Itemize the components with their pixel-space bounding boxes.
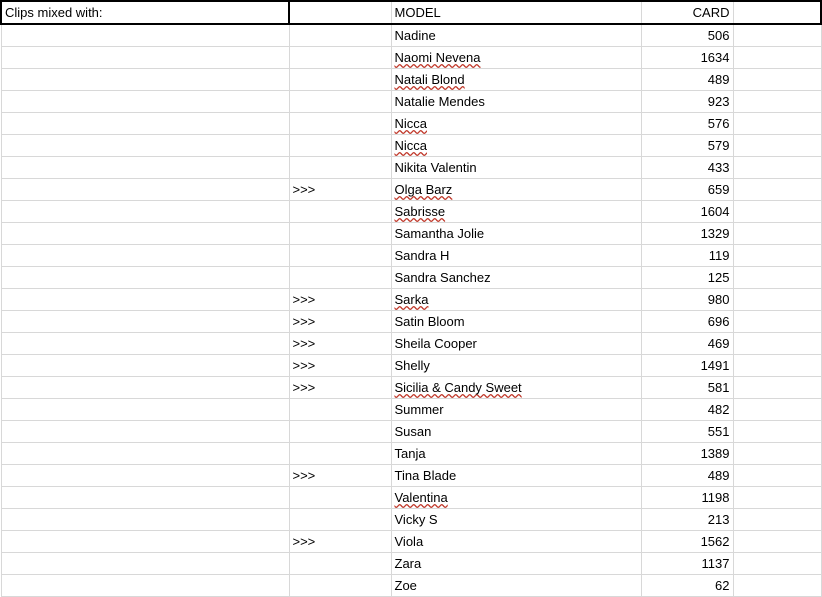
cell-marker[interactable]: >>>	[289, 377, 391, 399]
model-name-text: Nicca	[394, 138, 428, 153]
cell-card-count[interactable]: 551	[641, 421, 733, 443]
table-body	[1, 1, 821, 597]
cell-clips-mixed-with[interactable]	[1, 355, 289, 377]
table-row[interactable]	[1, 399, 821, 421]
table-row[interactable]	[1, 421, 821, 443]
model-name-text: Satin Bloom	[394, 314, 465, 329]
cell-empty[interactable]	[733, 377, 821, 399]
cell-clips-mixed-with[interactable]	[1, 311, 289, 333]
cell-model-name[interactable]	[391, 333, 641, 355]
cell-model-name[interactable]	[391, 201, 641, 223]
model-name-text: Viola	[394, 534, 424, 549]
cell-marker[interactable]	[289, 443, 391, 465]
table-row[interactable]	[1, 333, 821, 355]
cell-clips-mixed-with[interactable]	[1, 135, 289, 157]
cell-card-count[interactable]: 489	[641, 69, 733, 91]
cell-clips-mixed-with[interactable]	[1, 47, 289, 69]
table-row[interactable]	[1, 69, 821, 91]
model-name-text: Sandra H	[394, 248, 450, 263]
cell-model-name[interactable]	[391, 135, 641, 157]
cell-marker[interactable]: >>>	[289, 465, 391, 487]
cell-marker[interactable]	[289, 245, 391, 267]
table-row[interactable]	[1, 465, 821, 487]
cell-card-count[interactable]: 1329	[641, 223, 733, 245]
cell-model-name[interactable]	[391, 355, 641, 377]
cell-marker[interactable]	[289, 135, 391, 157]
model-name-text: Sheila Cooper	[394, 336, 477, 351]
cell-clips-mixed-with[interactable]	[1, 245, 289, 267]
cell-model-name[interactable]	[391, 69, 641, 91]
cell-marker[interactable]	[289, 24, 391, 47]
cell-marker[interactable]: >>>	[289, 333, 391, 355]
cell-empty[interactable]	[733, 289, 821, 311]
cell-marker[interactable]	[289, 509, 391, 531]
cell-clips-mixed-with[interactable]	[1, 465, 289, 487]
cell-model-name[interactable]	[391, 223, 641, 245]
cell-model-name[interactable]	[391, 487, 641, 509]
cell-clips-mixed-with[interactable]	[1, 553, 289, 575]
model-name-text: Samantha Jolie	[394, 226, 485, 241]
table-row[interactable]	[1, 377, 821, 399]
model-name-text: Natali Blond	[394, 72, 465, 87]
table-row[interactable]	[1, 553, 821, 575]
table-row[interactable]	[1, 113, 821, 135]
cell-empty[interactable]	[733, 69, 821, 91]
table-row[interactable]	[1, 311, 821, 333]
cell-model-name[interactable]	[391, 289, 641, 311]
cell-card-count[interactable]: 1198	[641, 487, 733, 509]
cell-card-count[interactable]: 506	[641, 24, 733, 47]
cell-empty[interactable]	[733, 553, 821, 575]
table-row[interactable]	[1, 91, 821, 113]
cell-model-name[interactable]	[391, 531, 641, 553]
model-name-text: Sabrisse	[394, 204, 446, 219]
model-name-text: Sarka	[394, 292, 429, 307]
cell-marker[interactable]	[289, 487, 391, 509]
cell-empty[interactable]	[733, 223, 821, 245]
cell-card-count[interactable]: 482	[641, 399, 733, 421]
cell-empty[interactable]	[733, 531, 821, 553]
model-name-text: Sicilia & Candy Sweet	[394, 380, 522, 395]
cell-marker[interactable]	[289, 113, 391, 135]
cell-card-count[interactable]: 62	[641, 575, 733, 597]
cell-marker[interactable]: >>>	[289, 179, 391, 201]
cell-clips-mixed-with[interactable]	[1, 421, 289, 443]
cell-empty[interactable]	[733, 399, 821, 421]
header-cell-card[interactable]: CARD	[641, 1, 733, 24]
table-row[interactable]	[1, 487, 821, 509]
cell-empty[interactable]	[733, 113, 821, 135]
header-cell-model[interactable]: MODEL	[391, 1, 641, 24]
cell-model-name[interactable]	[391, 267, 641, 289]
cell-clips-mixed-with[interactable]	[1, 443, 289, 465]
cell-empty[interactable]	[733, 201, 821, 223]
cell-card-count[interactable]: 696	[641, 311, 733, 333]
cell-card-count[interactable]: 489	[641, 465, 733, 487]
cell-marker[interactable]	[289, 47, 391, 69]
table-row[interactable]	[1, 245, 821, 267]
cell-clips-mixed-with[interactable]	[1, 201, 289, 223]
table-row[interactable]	[1, 47, 821, 69]
cell-clips-mixed-with[interactable]	[1, 377, 289, 399]
cell-marker[interactable]	[289, 267, 391, 289]
model-name-text: Tina Blade	[394, 468, 457, 483]
cell-clips-mixed-with[interactable]	[1, 157, 289, 179]
cell-model-name[interactable]	[391, 47, 641, 69]
table-row[interactable]	[1, 267, 821, 289]
cell-clips-mixed-with[interactable]	[1, 91, 289, 113]
cell-clips-mixed-with[interactable]	[1, 24, 289, 47]
cell-card-count[interactable]: 579	[641, 135, 733, 157]
model-name-text: Natalie Mendes	[394, 94, 485, 109]
cell-marker[interactable]	[289, 399, 391, 421]
cell-card-count[interactable]: 119	[641, 245, 733, 267]
table-header-row	[1, 1, 821, 24]
cell-marker[interactable]	[289, 421, 391, 443]
model-name-text: Valentina	[394, 490, 448, 505]
model-name-text: Nadine	[394, 28, 436, 43]
cell-marker[interactable]: >>>	[289, 531, 391, 553]
cell-model-name[interactable]	[391, 179, 641, 201]
cell-model-name[interactable]	[391, 575, 641, 597]
model-name-text: Tanja	[394, 446, 426, 461]
cell-model-name[interactable]	[391, 421, 641, 443]
cell-card-count[interactable]: 1604	[641, 201, 733, 223]
cell-model-name[interactable]	[391, 245, 641, 267]
cell-empty[interactable]	[733, 575, 821, 597]
table-row[interactable]	[1, 157, 821, 179]
cell-card-count[interactable]: 125	[641, 267, 733, 289]
cell-card-count[interactable]: 581	[641, 377, 733, 399]
cell-model-name[interactable]	[391, 377, 641, 399]
model-name-text: Susan	[394, 424, 432, 439]
cell-empty[interactable]	[733, 245, 821, 267]
cell-clips-mixed-with[interactable]	[1, 69, 289, 91]
cell-empty[interactable]	[733, 421, 821, 443]
model-name-text: Vicky S	[394, 512, 438, 527]
cell-empty[interactable]	[733, 311, 821, 333]
table-row[interactable]	[1, 355, 821, 377]
cell-marker[interactable]	[289, 157, 391, 179]
cell-empty[interactable]	[733, 47, 821, 69]
cell-card-count[interactable]: 433	[641, 157, 733, 179]
model-name-text: Naomi Nevena	[394, 50, 481, 65]
header-cell-empty[interactable]	[733, 1, 821, 24]
cell-marker[interactable]	[289, 201, 391, 223]
cell-clips-mixed-with[interactable]	[1, 487, 289, 509]
model-name-text: Nikita Valentin	[394, 160, 477, 175]
cell-clips-mixed-with[interactable]	[1, 289, 289, 311]
cell-marker[interactable]	[289, 575, 391, 597]
cell-card-count[interactable]: 1562	[641, 531, 733, 553]
cell-empty[interactable]	[733, 465, 821, 487]
cell-clips-mixed-with[interactable]	[1, 399, 289, 421]
cell-card-count[interactable]: 1491	[641, 355, 733, 377]
cell-model-name[interactable]	[391, 157, 641, 179]
model-name-text: Nicca	[394, 116, 428, 131]
cell-model-name[interactable]	[391, 24, 641, 47]
cell-card-count[interactable]: 980	[641, 289, 733, 311]
table-row[interactable]	[1, 575, 821, 597]
cell-model-name[interactable]	[391, 311, 641, 333]
table-row[interactable]	[1, 24, 821, 47]
cell-empty[interactable]	[733, 509, 821, 531]
model-name-text: Zoe	[394, 578, 417, 593]
model-name-text: Zara	[394, 556, 422, 571]
cell-model-name[interactable]	[391, 553, 641, 575]
cell-clips-mixed-with[interactable]	[1, 531, 289, 553]
table-row[interactable]	[1, 201, 821, 223]
cell-clips-mixed-with[interactable]	[1, 509, 289, 531]
model-name-text: Summer	[394, 402, 444, 417]
cell-empty[interactable]	[733, 267, 821, 289]
cell-card-count[interactable]: 1634	[641, 47, 733, 69]
cell-clips-mixed-with[interactable]	[1, 223, 289, 245]
cell-empty[interactable]	[733, 333, 821, 355]
header-cell-clips-mixed-with[interactable]: Clips mixed with:	[1, 1, 289, 24]
cell-marker[interactable]: >>>	[289, 289, 391, 311]
cell-marker[interactable]	[289, 91, 391, 113]
cell-clips-mixed-with[interactable]	[1, 575, 289, 597]
cell-card-count[interactable]: 576	[641, 113, 733, 135]
cell-empty[interactable]	[733, 91, 821, 113]
cell-card-count[interactable]: 469	[641, 333, 733, 355]
cell-marker[interactable]	[289, 69, 391, 91]
cell-clips-mixed-with[interactable]	[1, 333, 289, 355]
cell-model-name[interactable]	[391, 113, 641, 135]
table-row[interactable]	[1, 135, 821, 157]
model-name-text: Sandra Sanchez	[394, 270, 491, 285]
table-row[interactable]	[1, 289, 821, 311]
table-row[interactable]	[1, 531, 821, 553]
cell-model-name[interactable]	[391, 443, 641, 465]
cell-model-name[interactable]	[391, 91, 641, 113]
cell-card-count[interactable]: 923	[641, 91, 733, 113]
table-row[interactable]	[1, 223, 821, 245]
cell-empty[interactable]	[733, 157, 821, 179]
cell-empty[interactable]	[733, 487, 821, 509]
cell-card-count[interactable]: 1137	[641, 553, 733, 575]
cell-clips-mixed-with[interactable]	[1, 267, 289, 289]
cell-marker[interactable]	[289, 553, 391, 575]
cell-clips-mixed-with[interactable]	[1, 179, 289, 201]
model-name-text: Olga Barz	[394, 182, 453, 197]
cell-empty[interactable]	[733, 179, 821, 201]
cell-empty[interactable]	[733, 443, 821, 465]
model-name-text: Shelly	[394, 358, 430, 373]
cell-marker[interactable]	[289, 223, 391, 245]
cell-model-name[interactable]	[391, 509, 641, 531]
cell-marker[interactable]: >>>	[289, 311, 391, 333]
cell-model-name[interactable]	[391, 399, 641, 421]
cell-card-count[interactable]: 1389	[641, 443, 733, 465]
table-row[interactable]	[1, 443, 821, 465]
cell-empty[interactable]	[733, 135, 821, 157]
cell-clips-mixed-with[interactable]	[1, 113, 289, 135]
cell-marker[interactable]: >>>	[289, 355, 391, 377]
cell-model-name[interactable]	[391, 465, 641, 487]
cell-card-count[interactable]: 659	[641, 179, 733, 201]
cell-empty[interactable]	[733, 355, 821, 377]
table-row[interactable]	[1, 509, 821, 531]
header-cell-marker[interactable]	[289, 1, 391, 24]
cell-card-count[interactable]: 213	[641, 509, 733, 531]
table-row[interactable]	[1, 179, 821, 201]
cell-empty[interactable]	[733, 24, 821, 47]
